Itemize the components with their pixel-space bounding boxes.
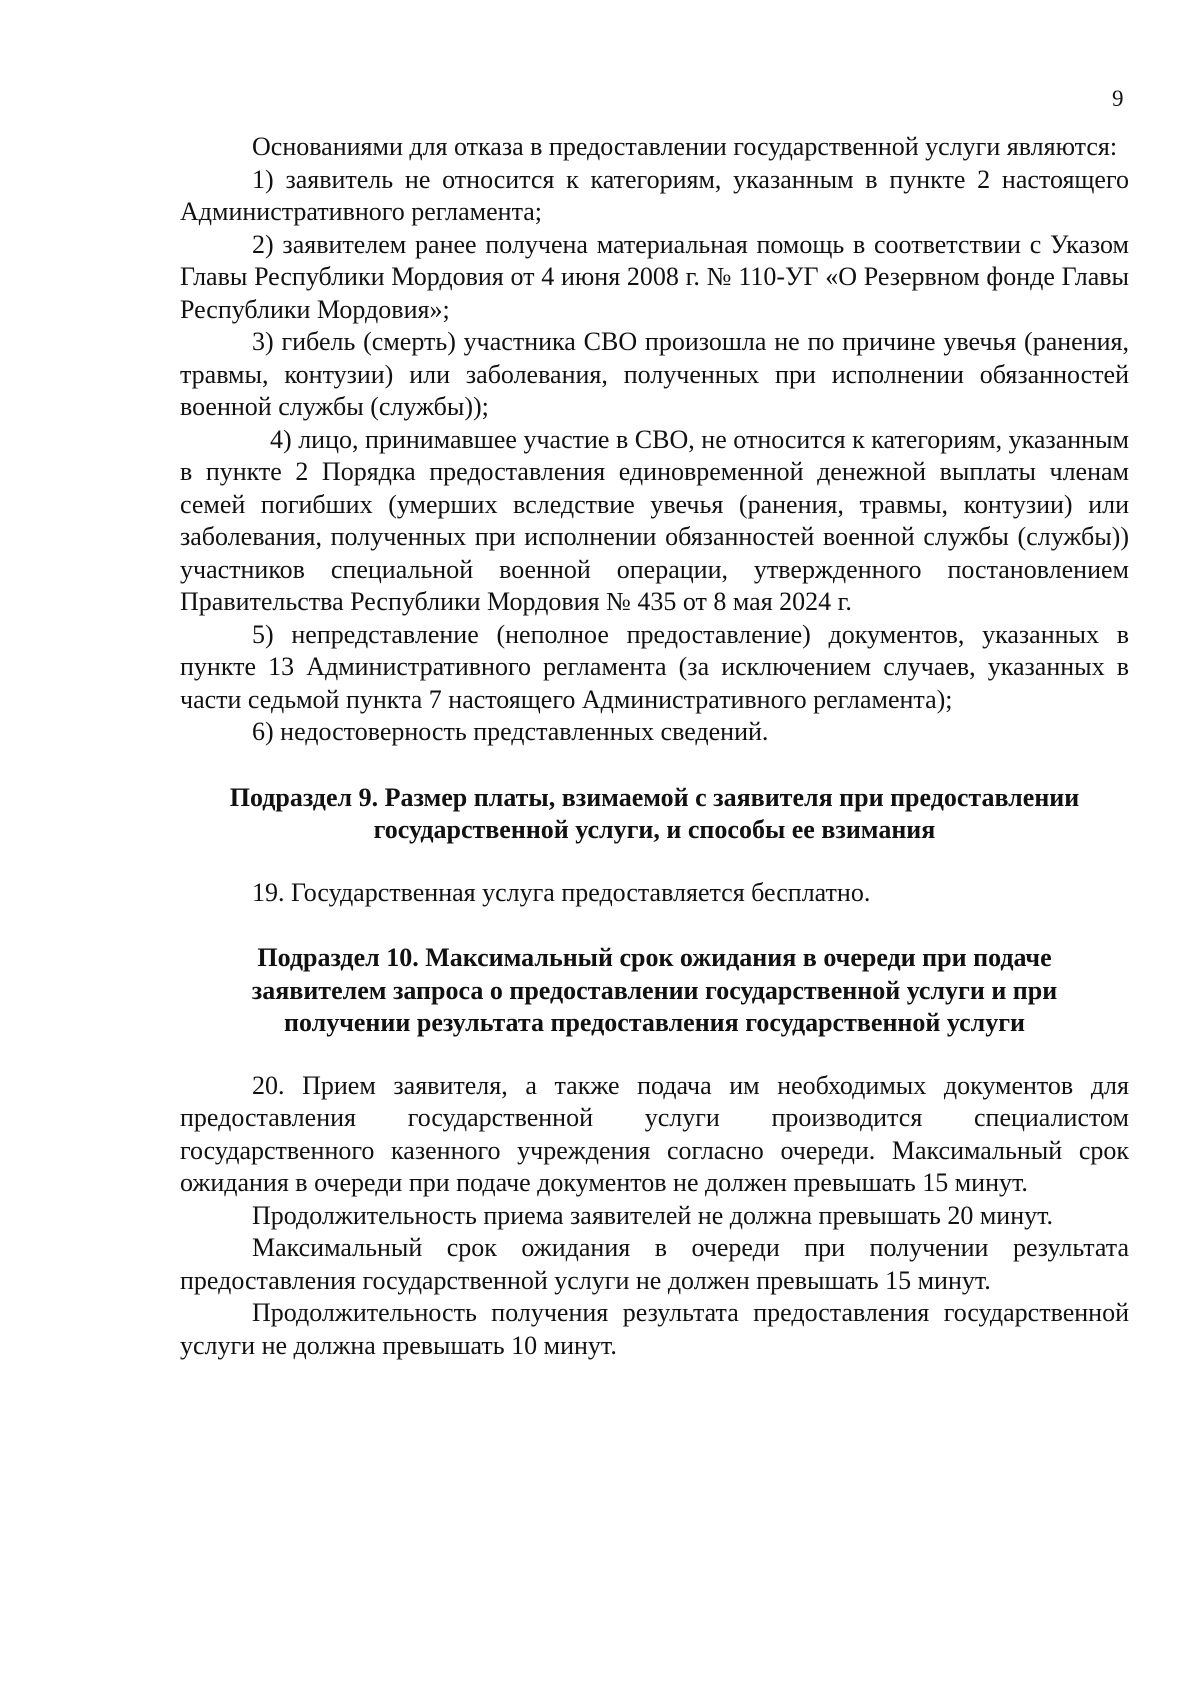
grounds-item-5: 5) непредставление (неполное предоставление) документов, указанных в пункте 13 Административного регламента (за исключением случаев, указанных в части седьмой пункта 7 настоящего Административного регламента);: [180, 619, 1129, 714]
subsection-9-heading-line-2: государственной услуги, и способы ее взимания: [373, 815, 936, 844]
grounds-item-4: 4) лицо, принимавшее участие в СВО, не относится к категориям, указанным в пункте 2 Порядка предоставления единовременной денежной выплаты членам семей погибших (умерших вследствие увечья (ранения, травмы, контузии) или заболевания, полученных при исполнении обязанностей военной службы (службы)) участников специальной военной операции, утвержденного постановлением Правительства Республики Мордовия № 435 от 8 мая 2024 г.: [180, 424, 1129, 616]
subsection-10-paragraph-3: Максимальный срок ожидания в очереди при получении результата предоставления государственной услуги не должен превышать 15 минут.: [180, 1233, 1129, 1295]
grounds-item-1: 1) заявитель не относится к категориям, указанным в пункте 2 настоящего Административного регламента;: [180, 164, 1129, 226]
subsection-10-heading: [180, 942, 1129, 1040]
subsection-10-paragraph-2: Продолжительность приема заявителей не должна превышать 20 минут.: [252, 1200, 1054, 1230]
subsection-10-heading-line-1: Подраздел 10. Максимальный срок ожидания в очереди при подаче: [257, 943, 1052, 972]
page-number: 9: [1112, 86, 1124, 111]
document-body: [180, 131, 1129, 1362]
subsection-9-heading-line-1: Подраздел 9. Размер платы, взимаемой с заявителя при предоставлении: [229, 782, 1080, 812]
subsection-10-paragraph-1: 20. Прием заявителя, а также подача им необходимых документов для предоставления государственной услуги производится специалистом государственного казенного учреждения согласно очереди. Максимальный срок ожидания в очереди при подаче документов не должен превышать 15 минут.: [180, 1070, 1129, 1197]
subsection-9-heading: [180, 782, 1129, 847]
grounds-item-6: 6) недостоверность представленных сведений.: [252, 717, 769, 746]
subsection-10-paragraph-4: Продолжительность получения результата предоставления государственной услуги не должна превышать 10 минут.: [180, 1298, 1129, 1360]
grounds-item-2: 2) заявителем ранее получена материальная помощь в соответствии с Указом Главы Республики Мордовия от 4 июня 2008 г. № 110-УГ «О Резервном фонде Главы Республики Мордовия»;: [180, 229, 1129, 324]
grounds-intro: Основаниями для отказа в предоставлении государственной услуги являются:: [252, 132, 1118, 161]
grounds-item-3: 3) гибель (смерть) участника СВО произошла не по причине увечья (ранения, травмы, контузии) или заболевания, полученных при исполнении обязанностей военной службы (службы));: [180, 327, 1129, 421]
subsection-9-paragraph: 19. Государственная услуга предоставляется бесплатно.: [252, 877, 871, 907]
subsection-10-heading-line-3: получении результата предоставления государственной услуги: [283, 1008, 1026, 1037]
subsection-10-heading-line-2: заявителем запроса о предоставлении государственной услуги и при: [251, 975, 1058, 1005]
